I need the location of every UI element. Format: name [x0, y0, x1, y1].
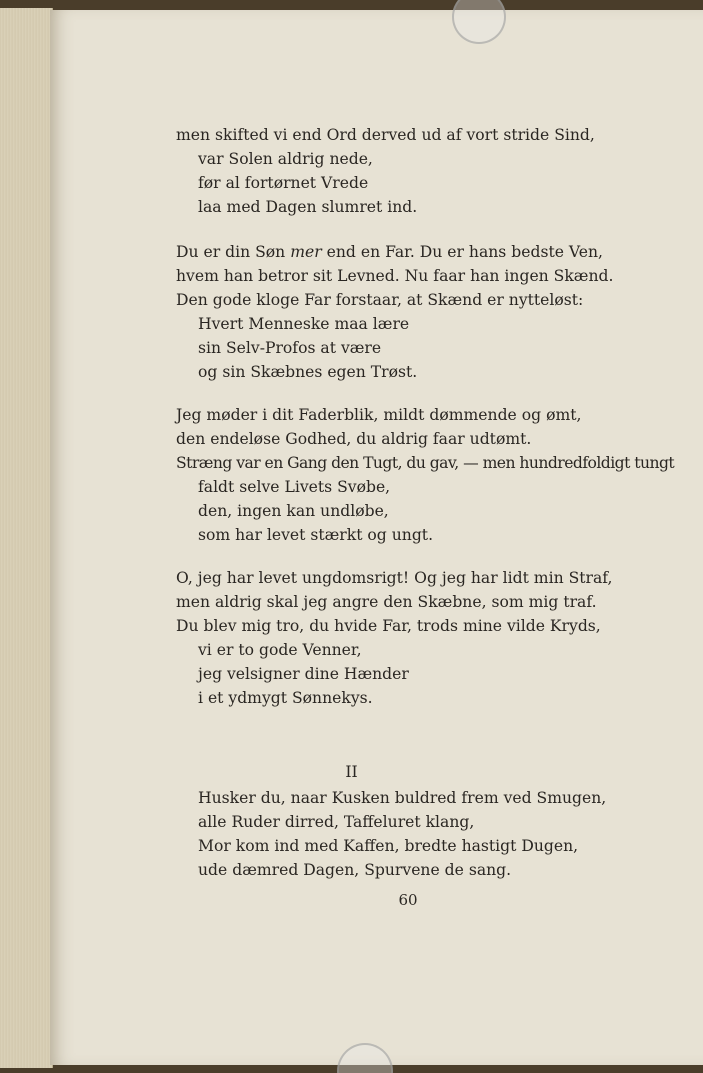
stanza5-line2: alle Ruder dirred, Taffeluret klang,	[198, 813, 475, 831]
section-heading: II	[345, 763, 358, 781]
stanza2-line3: Den gode kloge Far forstaar, at Skænd er nytteløst:	[176, 291, 584, 309]
stanza2-line1	[176, 240, 603, 264]
stanza1-line3: før al fortørnet Vrede	[198, 174, 369, 192]
stanza3-line1: Jeg møder i dit Faderblik, mildt dømmende og ømt,	[176, 406, 582, 424]
stanza5-line4: ude dæmred Dagen, Spurvene de sang.	[198, 861, 512, 879]
stanza3-line3: Stræng var en Gang den Tugt, du gav, — men hundredfoldigt tungt	[176, 454, 675, 472]
stanza2-line1-emphasis: mer	[290, 243, 322, 261]
stanza4-line6: i et ydmygt Sønnekys.	[198, 689, 373, 707]
stanza1-line2: var Solen aldrig nede,	[198, 150, 373, 168]
stanza4-line4: vi er to gode Venner,	[198, 641, 362, 659]
stanza2-line2: hvem han betror sit Levned. Nu faar han ingen Skænd.	[176, 267, 614, 285]
stanza2-line1-post: end en Far. Du er hans bedste Ven,	[321, 243, 603, 261]
stanza2-line5: sin Selv-Profos at være	[198, 339, 382, 357]
stanza2-line1-pre: Du er din Søn	[176, 243, 291, 261]
page-number: 60	[398, 891, 418, 909]
stanza3-line4: faldt selve Livets Svøbe,	[198, 478, 391, 496]
stanza3-line2: den endeløse Godhed, du aldrig faar udtømt.	[176, 430, 532, 448]
stanza5-line3: Mor kom ind med Kaffen, bredte hastigt Dugen,	[198, 837, 579, 855]
stanza3-line6: som har levet stærkt og ungt.	[198, 526, 434, 544]
stanza1-line1: men skifted vi end Ord derved ud af vort stride Sind,	[176, 126, 595, 144]
stanza4-line3: Du blev mig tro, du hvide Far, trods mine vilde Kryds,	[176, 617, 601, 635]
stanza2-line6: og sin Skæbnes egen Trøst.	[198, 363, 418, 381]
stanza4-line2: men aldrig skal jeg angre den Skæbne, som mig traf.	[176, 593, 597, 611]
stanza3-line5: den, ingen kan undløbe,	[198, 502, 389, 520]
stanza1-line4: laa med Dagen slumret ind.	[198, 198, 418, 216]
stanza2-line4: Hvert Menneske maa lære	[198, 315, 410, 333]
stanza5-line1: Husker du, naar Kusken buldred frem ved Smugen,	[198, 789, 607, 807]
stanza4-line5: jeg velsigner dine Hænder	[198, 665, 409, 683]
stanza4-line1: O, jeg har levet ungdomsrigt! Og jeg har lidt min Straf,	[176, 569, 613, 587]
